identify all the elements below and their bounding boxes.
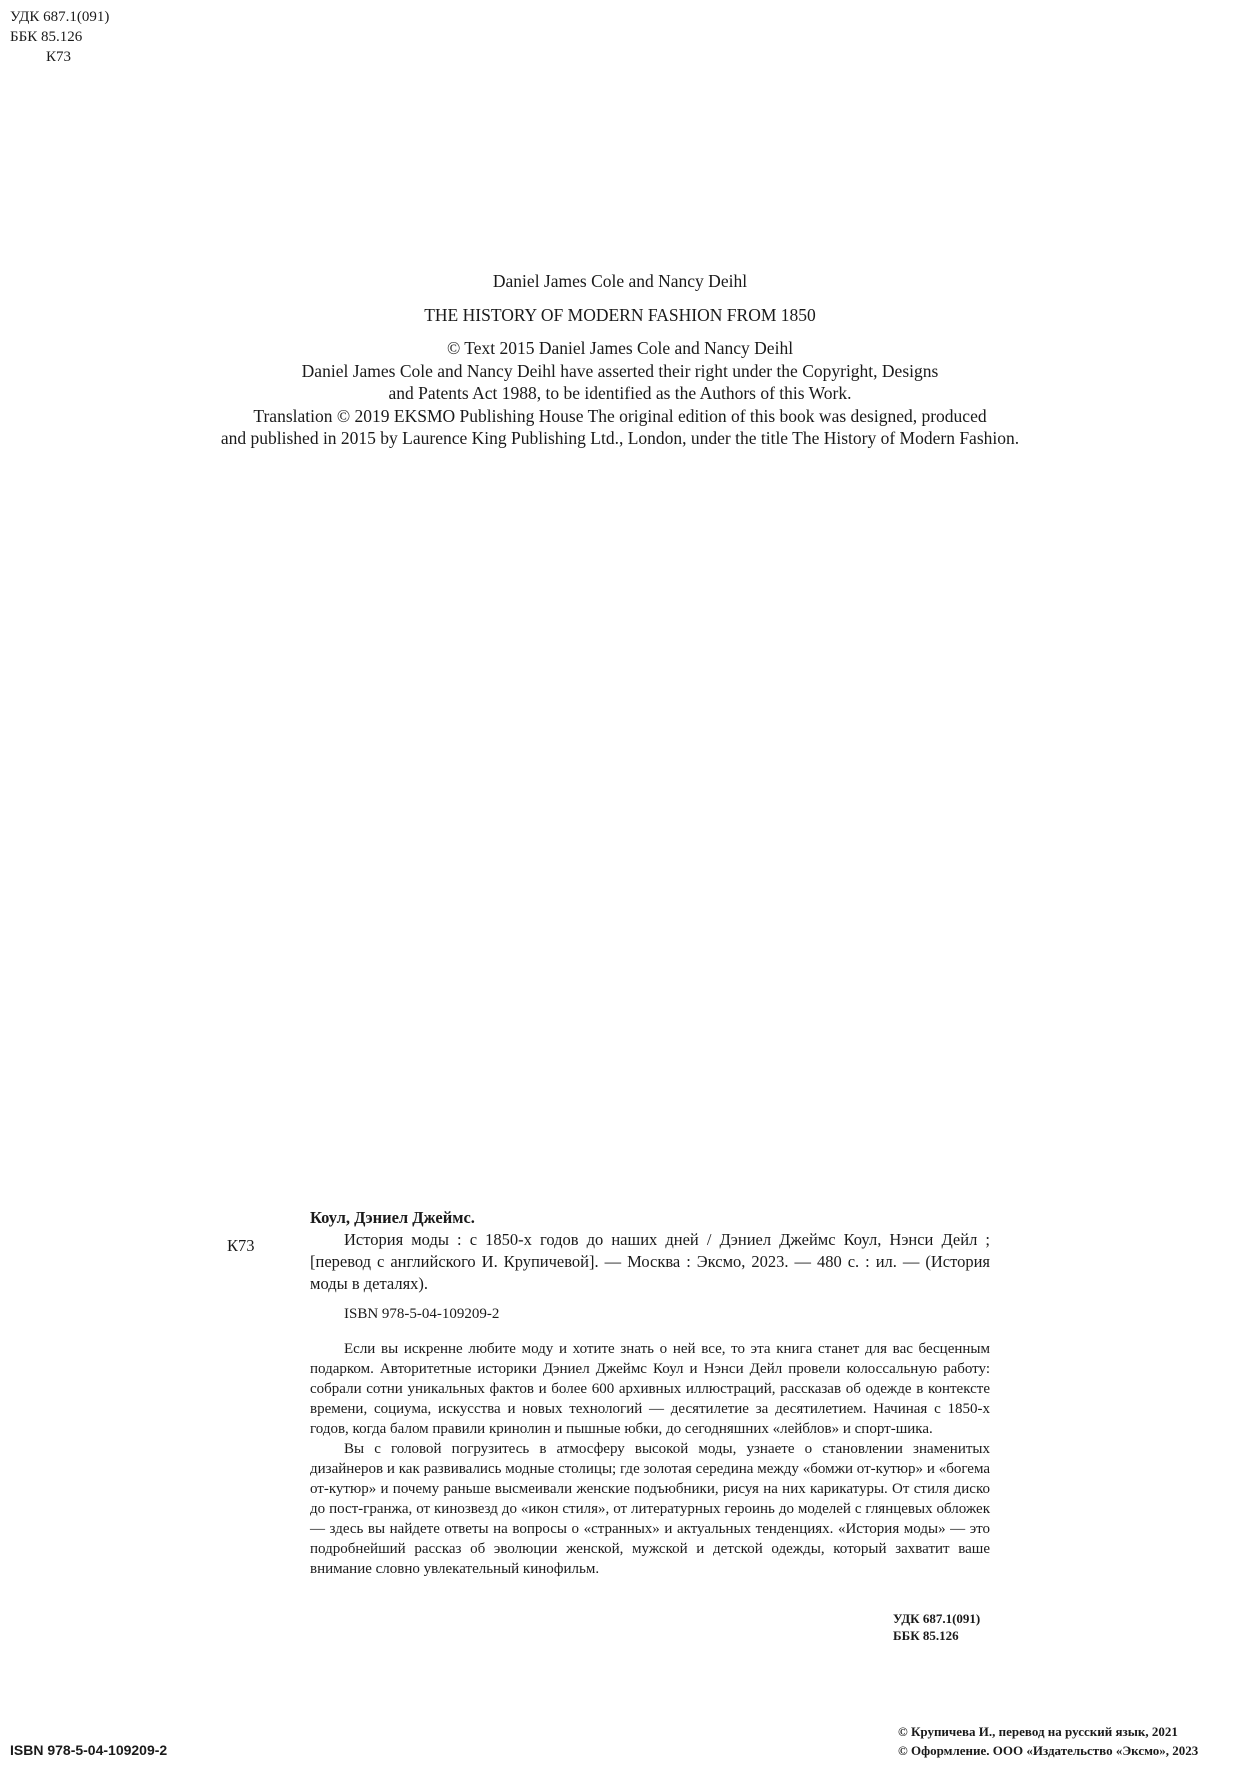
annotation — [310, 1339, 990, 1579]
copyright-notice — [0, 337, 1240, 450]
classification-codes — [10, 7, 109, 67]
footer-copyright-line: © Крупичева И., перевод на русский язык, 2021 — [898, 1724, 1178, 1739]
catalog-isbn: ISBN 978-5-04-109209-2 — [344, 1306, 500, 1322]
copyright-line: and published in 2015 by Laurence King Publishing Ltd., London, under the title The History of Modern Fashion. — [220, 428, 1020, 448]
copyright-line: © Text 2015 Daniel James Cole and Nancy Deihl — [446, 338, 794, 358]
copyright-line: and Patents Act 1988, to be identified as the Authors of this Work. — [388, 383, 852, 403]
udk-code: УДК 687.1(091) — [10, 9, 110, 25]
catalog-author: Коул, Дэниел Джеймс. — [310, 1208, 475, 1227]
footer-copyright-line: © Оформление. ООО «Издательство «Эксмо», 2023 — [898, 1743, 1199, 1758]
footer-copyrights — [898, 1722, 1198, 1760]
catalog-bbk: ББК 85.126 — [893, 1628, 959, 1643]
original-title: THE HISTORY OF MODERN FASHION FROM 1850 — [424, 304, 816, 325]
catalog-udk: УДК 687.1(091) — [893, 1611, 981, 1626]
catalog-codes — [893, 1610, 980, 1644]
catalog-author-mark: К73 — [227, 1236, 255, 1255]
copyright-line: Translation © 2019 EKSMO Publishing House The original edition of this book was designed, produced — [253, 405, 987, 426]
catalog-card — [310, 1207, 990, 1579]
original-authors: Daniel James Cole and Nancy Deihl — [492, 271, 748, 291]
copyright-line: Daniel James Cole and Nancy Deihl have asserted their right under the Copyright, Designs — [301, 360, 939, 381]
author-mark: К73 — [46, 49, 72, 65]
original-edition-block — [0, 270, 1240, 450]
footer-isbn: ISBN 978-5-04-109209-2 — [10, 1742, 168, 1758]
bibliographic-description: История моды : с 1850-х годов до наших дней / Дэниел Джеймс Коул, Нэнси Дейл ; [перевод с английского И. Крупичевой]. — Москва : Эксмо, 2023. — 480 с. : ил. — (История моды в деталях). — [310, 1230, 990, 1293]
annotation-paragraph: Вы с головой погрузитесь в атмосферу высокой моды, узнаете о становлении знаменитых дизайнеров и как развивались модные столицы; где золотая середина между «бомжи от-кутюр» и «богема от-кутюр» и почему раньше высмеивали женские подъюбники, рисуя на них карикатуры. От стиля диско до пост-гранжа, от кинозвезд до «икон стиля», от литературных героинь до моделей с глянцевых обложек — здесь вы найдете ответы на вопросы о «странных» и актуальных тенденциях. «История моды» — это подробнейший рассказ об эволюции женской, мужской и детской одежды, который захватит ваше внимание словно увлекательный кинофильм. — [310, 1441, 990, 1577]
bbk-code: ББК 85.126 — [10, 29, 83, 45]
annotation-paragraph: Если вы искренне любите моду и хотите знать о ней все, то эта книга станет для вас бесценным подарком. Авторитетные историки Дэниел Джеймс Коул и Нэнси Дейл провели колоссальную работу: собрали сотни уникальных фактов и более 600 архивных иллюстраций, рассказав об одежде в контексте времени, социума, искусства и новых технологий — десятилетие за десятилетием. Начиная с 1850-х годов, когда балом правили кринолин и пышные юбки, до сегодняшних «лейблов» и спорт-шика. — [310, 1341, 990, 1437]
